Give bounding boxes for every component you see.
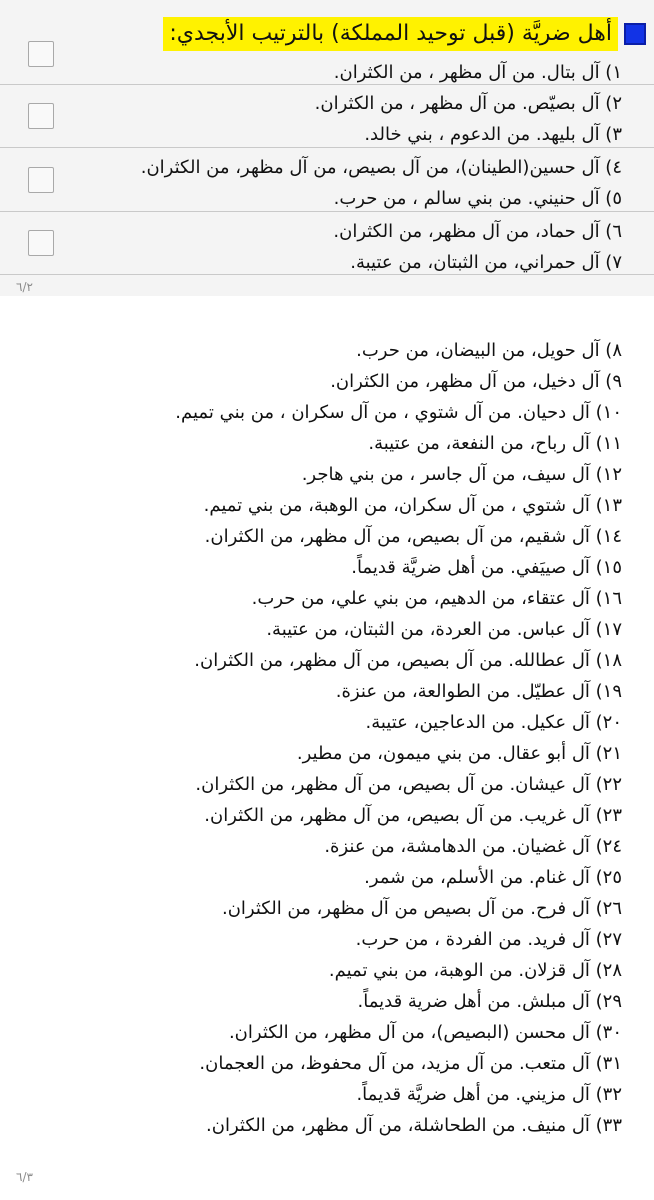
list-item: ٧) آل حمراني، من الثبتان، من عتيبة.	[350, 252, 622, 273]
list-item: ١١) آل رباح، من النفعة، من عتيبة.	[368, 433, 622, 454]
list-item: ١٨) آل عطالله. من آل بصيص، من آل مظهر، من الكثران.	[194, 650, 622, 671]
list-item: ١٥) آل صييَفي. من أهل ضريَّة قديماً.	[351, 557, 622, 578]
page-gap	[0, 296, 654, 312]
list-item: ٣٠) آل محسن (البصيص)، من آل مظهر، من الكثران.	[228, 1022, 622, 1043]
list-item: ١٢) آل سيف، من آل جاسر ، من بني هاجر.	[301, 464, 622, 485]
list-item: ٦) آل حماد، من آل مظهر، من الكثران.	[333, 221, 622, 242]
list-item: ٢٧) آل فريد. من الفردة ، من حرب.	[355, 929, 622, 950]
list-item: ٣٣) آل منيف. من الطحاشلة، من آل مظهر، من الكثران.	[206, 1115, 622, 1136]
page-number: ٦/٢	[16, 280, 33, 294]
checkbox[interactable]	[28, 41, 54, 67]
list-item: ١٤) آل شقيم، من آل بصيص، من آل مظهر، من الكثران.	[204, 526, 622, 547]
list-item: ١٧) آل عباس. من العردة، من الثبتان، من عتيبة.	[266, 619, 622, 640]
list-item: ٢٩) آل مبلش. من أهل ضرية قديماً.	[357, 991, 622, 1012]
list-item: ٢) آل بصيّص. من آل مظهر ، من الكثران.	[314, 93, 622, 114]
list-item: ١٦) آل عتقاء، من الدهيم، من بني علي، من حرب.	[251, 588, 622, 609]
list-item: ٣) آل بليهد. من الدعوم ، بني خالد.	[364, 124, 622, 145]
list-item: ٢٣) آل غريب. من آل بصيص، من آل مظهر، من الكثران.	[204, 805, 622, 826]
checkbox[interactable]	[28, 230, 54, 256]
blue-square-icon	[624, 23, 646, 45]
list-item: ٥) آل حنيني. من بني سالم ، من حرب.	[333, 188, 622, 209]
list-item: ٢٢) آل عيشان. من آل بصيص، من آل مظهر، من الكثران.	[195, 774, 622, 795]
list-item: ٢١) آل أبو عقال. من بني ميمون، من مطير.	[296, 743, 622, 764]
list-item: ٢٥) آل غنام. من الأسلم، من شمر.	[364, 867, 622, 888]
page-1	[0, 0, 654, 297]
list-item: ١٩) آل عطيّل. من الطوالعة، من عنزة.	[335, 681, 622, 702]
list-item: ١٣) آل شتوي ، من آل سكران، من الوهبة، من بني تميم.	[203, 495, 622, 516]
page-2	[0, 312, 654, 1200]
checkbox[interactable]	[28, 103, 54, 129]
list-item: ٩) آل دخيل، من آل مظهر، من الكثران.	[330, 371, 622, 392]
list-item: ٢٦) آل فرح. من آل بصيص من آل مظهر، من الكثران.	[221, 898, 622, 919]
checkbox[interactable]	[28, 167, 54, 193]
list-item: ٢٨) آل قزلان. من الوهبة، من بني تميم.	[328, 960, 622, 981]
page-number: ٦/٣	[16, 1170, 33, 1184]
heading	[163, 17, 646, 51]
heading-text: أهل ضريَّة (قبل توحيد المملكة) بالترتيب الأبجدي:	[163, 17, 618, 51]
list-item: ٤) آل حسين(الطينان)، من آل بصيص، من آل مظهر، من الكثران.	[140, 157, 622, 178]
list-item: ١٠) آل دحيان. من آل شتوي ، من آل سكران ، من بني تميم.	[175, 402, 622, 423]
list-item: ٣١) آل متعب. من آل مزيد، من آل محفوظ، من العجمان.	[199, 1053, 622, 1074]
list-item: ١) آل بتال. من آل مظهر ، من الكثران.	[333, 62, 622, 83]
list-item: ٨) آل حويل، من البيضان، من حرب.	[356, 340, 622, 361]
list-item: ٢٤) آل غضيان. من الدهامشة، من عنزة.	[324, 836, 622, 857]
list-item: ٣٢) آل مزيني. من أهل ضريَّة قديماً.	[356, 1084, 622, 1105]
list-item: ٢٠) آل عكيل. من الدعاجين، عتيبة.	[365, 712, 622, 733]
